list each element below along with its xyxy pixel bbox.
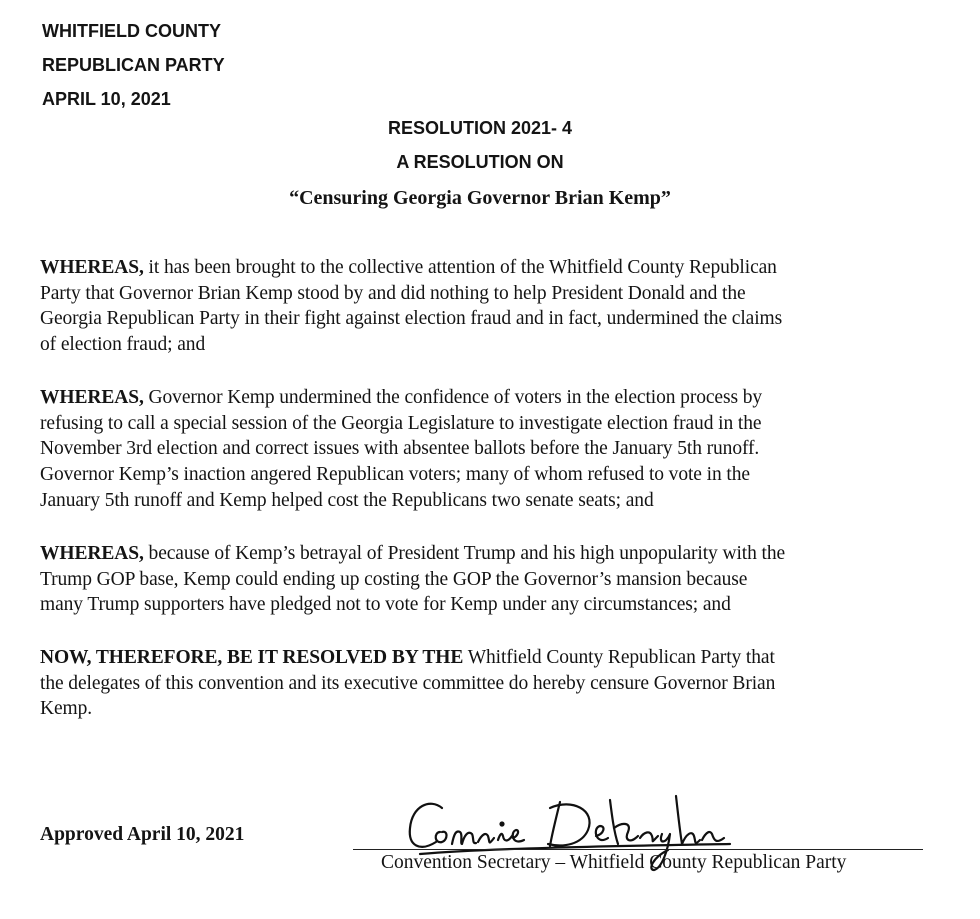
org-name-line-1: WHITFIELD COUNTY [42,21,221,41]
paragraph-lead: WHEREAS, [40,257,144,278]
approved-date: Approved April 10, 2021 [40,824,245,845]
paragraph-line: Kemp. [40,698,93,720]
paragraph-line: January 5th runoff and Kemp helped cost the Republicans two senate seats; and [40,489,654,511]
signature-line [353,849,923,850]
paragraph-line: the delegates of this convention and its executive committee do hereby censure Governor Brian [40,672,776,694]
paragraph-line: Governor Kemp’s inaction angered Republican voters; many of whom refused to vote in the [40,464,750,486]
paragraph-line: refusing to call a special session of the Georgia Legislature to investigate election fraud in the [40,412,762,434]
paragraph-lead: NOW, THEREFORE, BE IT RESOLVED BY THE [40,647,464,668]
resolution-subject: “Censuring Georgia Governor Brian Kemp” [289,187,671,209]
whereas-paragraph-2 [40,385,940,514]
paragraph-line: Governor Kemp undermined the confidence of voters in the election process by [143,387,763,408]
paragraph-lead: WHEREAS, [40,387,144,408]
org-header [42,14,225,116]
paragraph-line: Party that Governor Brian Kemp stood by and did nothing to help President Donald and the [40,282,746,304]
paragraph-line: Trump GOP base, Kemp could ending up costing the GOP the Governor’s mansion because [40,568,748,590]
whereas-paragraph-1 [40,255,940,358]
paragraph-line: November 3rd election and correct issues with absentee ballots before the January 5th runoff. [40,438,760,460]
paragraph-line: many Trump supporters have pledged not to vote for Kemp under any circumstances; and [40,594,731,616]
paragraph-line: of election fraud; and [40,334,206,356]
paragraph-line: it has been brought to the collective attention of the Whitfield County Republican [143,257,777,278]
resolution-on-heading: A RESOLUTION ON [396,152,564,172]
paragraph-line: Georgia Republican Party in their fight against election fraud and in fact, undermined the claims [40,308,783,330]
header-date: APRIL 10, 2021 [42,89,171,109]
signature-caption: Convention Secretary – Whitfield County Republican Party [381,852,847,873]
whereas-paragraph-3 [40,541,940,618]
org-name-line-2: REPUBLICAN PARTY [42,55,225,75]
resolved-paragraph [40,645,940,722]
paragraph-line: because of Kemp’s betrayal of President Trump and his high unpopularity with the [143,543,786,564]
paragraph-lead: WHEREAS, [40,543,144,564]
paragraph-line: Whitfield County Republican Party that [463,647,775,668]
resolution-number: RESOLUTION 2021- 4 [387,118,573,138]
